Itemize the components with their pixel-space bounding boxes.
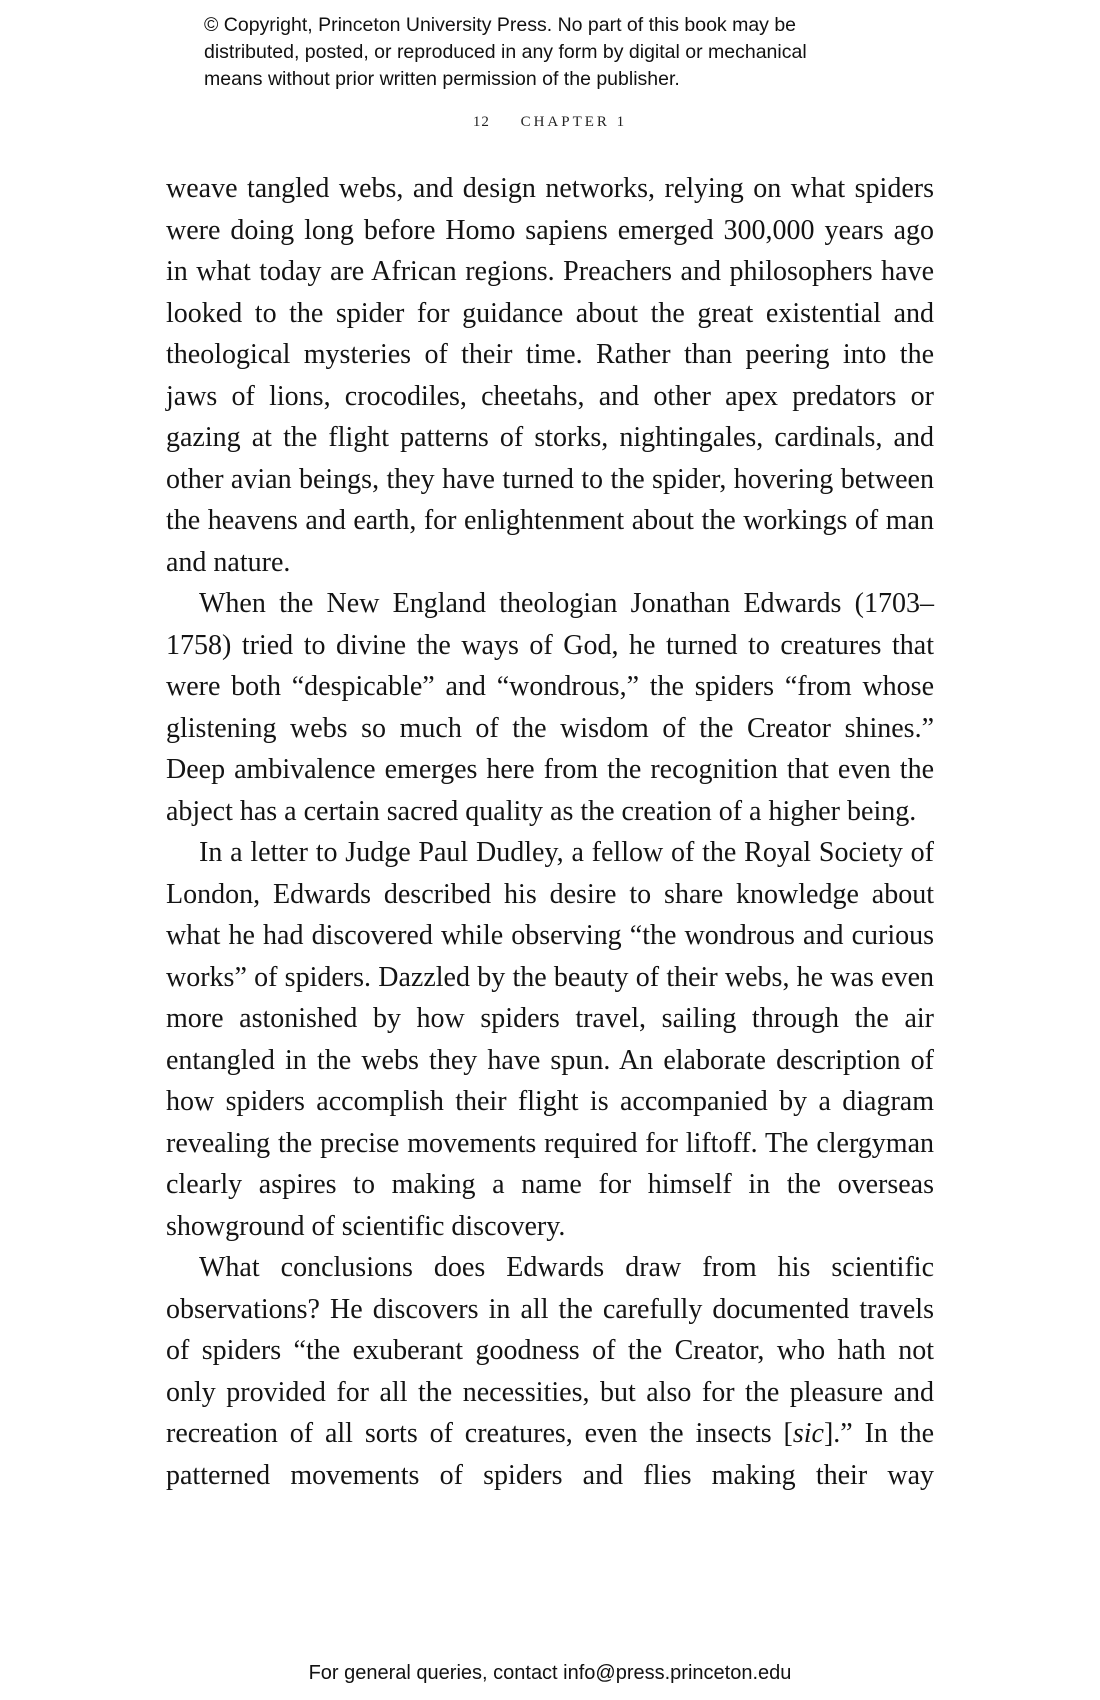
copyright-line: © Copyright, Princeton University Press. No part of this book may be	[204, 14, 797, 36]
paragraph-3: In a letter to Judge Paul Dudley, a fellow of the Royal Society of London, Edwards described his desire to share knowledge about what he had discovered while observing “the wondrous and curious works” of spiders. Dazzled by the beauty of their webs, he was even more astonished by how spiders travel, sailing through the air entangled in the webs they have spun. An elaborate description of how spiders accomplish their flight is accompanied by a diagram revealing the precise movements required for liftoff. The clergyman clearly aspires to making a name for himself in the overseas showground of scientific discovery.	[166, 837, 934, 1242]
copyright-notice	[204, 12, 924, 93]
paragraph-4-text-start: What conclusions does Edwards draw from his scientific observations? He discovers in all the carefully documented travels of spiders “the exuberant goodness of the Creator, who hath not only provided for all the necessities, but also for the pleasure and recreation of all sorts of creatures, even the insects [	[166, 1252, 934, 1449]
contact-footer: For general queries, contact info@press.princeton.edu	[308, 1662, 792, 1684]
sic-italic: sic	[792, 1418, 824, 1449]
paragraph-4-text-end: ].” In the patterned movements of spiders and flies making their way	[166, 1418, 934, 1491]
body-text	[166, 168, 934, 1496]
copyright-line: distributed, posted, or reproduced in any form by digital or mechanical	[204, 41, 807, 63]
paragraph-1: weave tangled webs, and design networks, relying on what spiders were doing long before Homo sapiens emerged 300,000 years ago in what today are African regions. Preachers and philosophers have looked to the spider for guidance about the great existential and theological mysteries of their time. Rather than peering into the jaws of lions, crocodiles, cheetahs, and other apex predators or gazing at the flight patterns of storks, nightingales, cardinals, and other avian beings, they have turned to the spider, hovering between the heavens and earth, for enlightenment about the workings of man and nature.	[166, 173, 934, 578]
running-head	[0, 114, 1100, 131]
paragraph-2: When the New England theologian Jonathan Edwards (1703–1758) tried to divine the ways of God, he turned to creatures that were both “despicable” and “wondrous,” the spiders “from whose glistening webs so much of the wisdom of the Creator shines.” Deep ambivalence emerges here from the recognition that even the abject has a certain sacred quality as the creation of a higher being.	[166, 588, 934, 827]
chapter-label: CHAPTER 1	[520, 114, 628, 130]
copyright-line: means without prior written permission of the publisher.	[204, 68, 680, 90]
paragraph-4	[166, 1247, 934, 1496]
page-number: 12	[472, 114, 490, 130]
